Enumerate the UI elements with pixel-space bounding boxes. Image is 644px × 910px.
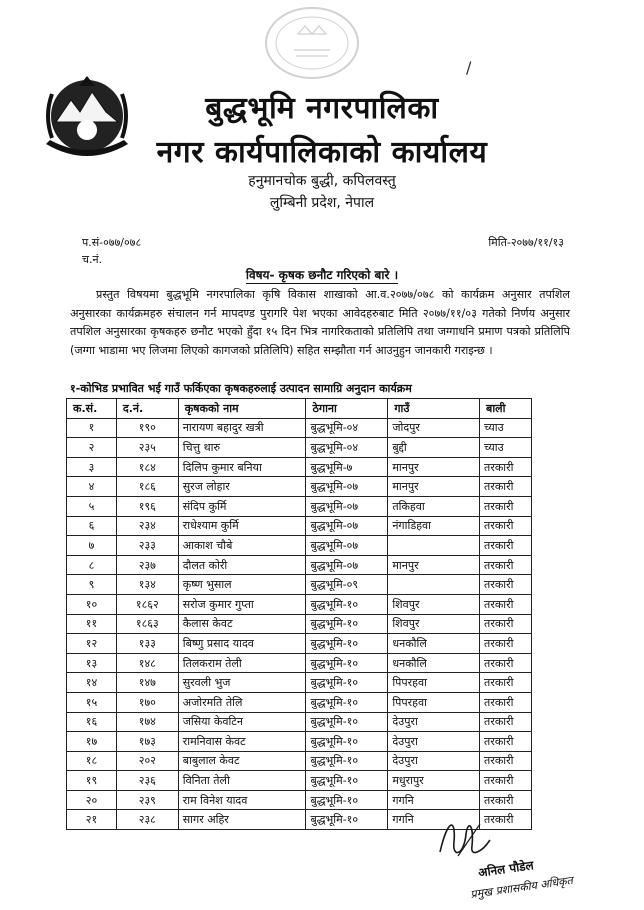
table-row (67, 457, 532, 477)
table-row (67, 477, 532, 497)
cell-address: बुद्धभूमि-१० (306, 692, 388, 712)
cell-reg-no: १४७ (116, 673, 178, 693)
table-row (67, 594, 532, 614)
cell-reg-no: २३५ (116, 438, 178, 458)
cell-sn: १३ (67, 653, 117, 673)
cell-crop: तरकारी (480, 771, 532, 791)
cell-sn: २ (67, 438, 117, 458)
cell-village: धनकौलि (388, 634, 480, 654)
cell-crop: तरकारी (480, 810, 532, 830)
cell-village (388, 536, 480, 556)
body-line: प्रस्तुत विषयमा बुद्धभूमि नगरपालिका कृषि विकास शाखाको आ.व.२०७७/०७८ को कार्यक्रम (96, 288, 495, 301)
cell-reg-no: १८६२ (116, 594, 178, 614)
table-row (67, 653, 532, 673)
cell-farmer-name: संदिप कुर्मि (178, 496, 306, 516)
farmer-table (66, 398, 532, 830)
cell-farmer-name: अजोरमति तेलि (178, 692, 306, 712)
address-line-1: हनुमानचोक बुद्धी, कपिलवस्तु (248, 173, 396, 189)
cell-farmer-name: तिलकराम तेली (178, 653, 306, 673)
cell-address: बुद्धभूमि-७ (306, 457, 388, 477)
header-address: ठेगाना (306, 399, 388, 419)
cell-sn: ३ (67, 457, 117, 477)
header-crop: बाली (480, 399, 532, 419)
cell-village: मानपुर (388, 555, 480, 575)
cell-village: गगनि (388, 810, 480, 830)
cell-farmer-name: चित्तु थारु (178, 438, 306, 458)
table-row (67, 516, 532, 536)
cell-address: बुद्धभूमि-१० (306, 634, 388, 654)
table-row (67, 496, 532, 516)
cell-reg-no: २३९ (116, 790, 178, 810)
signatory-name: अनिल पौडेल (477, 858, 535, 880)
cell-address: बुद्धभूमि-०४ (306, 418, 388, 438)
letter-date: मिति-२०७७/११/१३ (488, 236, 564, 249)
cell-crop: तरकारी (480, 712, 532, 732)
cell-farmer-name: राम विनेश यादव (178, 790, 306, 810)
cell-address: बुद्धभूमि-१० (306, 810, 388, 830)
cell-reg-no: २३३ (116, 536, 178, 556)
cell-village: शिवपुर (388, 594, 480, 614)
cell-crop: तरकारी (480, 477, 532, 497)
cell-farmer-name: बिष्णु प्रसाद यादव (178, 634, 306, 654)
header-farmer-name: कृषकको नाम (178, 399, 306, 419)
cell-sn: १४ (67, 673, 117, 693)
cell-farmer-name: नारायण बहादुर खत्री (178, 418, 306, 438)
office-stamp (262, 4, 362, 82)
cell-farmer-name: आकाश चौबे (178, 536, 306, 556)
cell-farmer-name: सागर अहिर (178, 810, 306, 830)
cell-village: देउपुरा (388, 751, 480, 771)
municipality-name: बुद्धभूमि नगरपालिका (205, 91, 439, 126)
cell-reg-no: १३४ (116, 575, 178, 595)
cell-sn: १९ (67, 771, 117, 791)
cell-sn: ११ (67, 614, 117, 634)
cell-farmer-name: दौलत कोरी (178, 555, 306, 575)
cell-village: जोदपुर (388, 418, 480, 438)
letter-body (70, 286, 570, 360)
cell-sn: २१ (67, 810, 117, 830)
cell-reg-no: १९० (116, 418, 178, 438)
cell-sn: १२ (67, 634, 117, 654)
cell-farmer-name: दिलिप कुमार बनिया (178, 457, 306, 477)
table-row (67, 712, 532, 732)
cell-sn: १८ (67, 751, 117, 771)
cell-crop: तरकारी (480, 673, 532, 693)
cell-address: बुद्धभूमि-०७ (306, 516, 388, 536)
signatory-title: प्रमुख प्रशासकीय अधिकृत (469, 873, 574, 902)
cell-reg-no: २३४ (116, 516, 178, 536)
table-row (67, 771, 532, 791)
cell-village: तकिहवा (388, 496, 480, 516)
cell-crop: तरकारी (480, 653, 532, 673)
cell-address: बुद्धभूमि-१० (306, 594, 388, 614)
table-row (67, 732, 532, 752)
table-row (67, 673, 532, 693)
cell-sn: ९ (67, 575, 117, 595)
cell-address: बुद्धभूमि-०९ (306, 575, 388, 595)
cell-sn: १५ (67, 692, 117, 712)
cell-reg-no: २३७ (116, 555, 178, 575)
cell-sn: ७ (67, 536, 117, 556)
cell-reg-no: १३३ (116, 634, 178, 654)
cell-farmer-name: बाबुलाल केवट (178, 751, 306, 771)
cell-crop: तरकारी (480, 457, 532, 477)
body-line: प्रतिलिपि) सहित सम्झौता गर्न आउनुहुन जानकारी गराइन्छ । (253, 343, 493, 357)
cell-farmer-name: सरोज कुमार गुप्ता (178, 594, 306, 614)
cell-reg-no: २०२ (116, 751, 178, 771)
cell-reg-no: १८६ (116, 477, 178, 497)
cell-sn: ८ (67, 555, 117, 575)
table-row (67, 614, 532, 634)
cell-village (388, 575, 480, 595)
cell-reg-no: १९६ (116, 496, 178, 516)
body-line: २०७७/११/०३ गतेको निर्णय अनुसार तपशिल अनुसारका कृषकहरु छनौट भएको हुँदा १५ दिन भित्र (70, 306, 571, 339)
cell-farmer-name: जसिया केवटिन (178, 712, 306, 732)
cell-address: बुद्धभूमि-०७ (306, 496, 388, 516)
cell-sn: ४ (67, 477, 117, 497)
cell-reg-no: १७३ (116, 732, 178, 752)
letter-subject (0, 266, 644, 283)
cell-crop: तरकारी (480, 496, 532, 516)
cell-farmer-name: कैलास केवट (178, 614, 306, 634)
cell-crop: तरकारी (480, 732, 532, 752)
cell-farmer-name: राधेश्याम कुर्मि (178, 516, 306, 536)
table-row (67, 536, 532, 556)
cell-reg-no: १८६३ (116, 614, 178, 634)
cell-farmer-name: रामनिवास केवट (178, 732, 306, 752)
cell-reg-no: १८४ (116, 457, 178, 477)
cell-crop: तरकारी (480, 692, 532, 712)
table-row (67, 692, 532, 712)
cell-crop: तरकारी (480, 790, 532, 810)
cell-village: मानपुर (388, 477, 480, 497)
handwritten-mark: / (466, 58, 472, 77)
cell-crop: च्याउ (480, 438, 532, 458)
header-village: गाउँ (388, 399, 480, 419)
cell-crop: तरकारी (480, 751, 532, 771)
cell-village: पिपरहवा (388, 692, 480, 712)
body-line: नागरिकताको प्रतिलिपि तथा जग्गाधनि प्रमाण पत्रको प्रतिलिपि (जग्गा भाडामा भए लिजमा लिएको कागजको (70, 325, 571, 357)
cell-village: नंगाडिहवा (388, 516, 480, 536)
signature-image (430, 812, 500, 862)
table-row (67, 438, 532, 458)
table-row (67, 751, 532, 771)
cell-farmer-name: सुरवली भुज (178, 673, 306, 693)
header-sn: क.सं. (67, 399, 117, 419)
cell-sn: १ (67, 418, 117, 438)
cell-crop: तरकारी (480, 614, 532, 634)
cell-address: बुद्धभूमि-०७ (306, 536, 388, 556)
table-row (67, 790, 532, 810)
table-body (67, 418, 532, 829)
table-header-row (67, 399, 532, 419)
table-row (67, 418, 532, 438)
cell-village: शिवपुर (388, 614, 480, 634)
table-row (67, 555, 532, 575)
cell-village: मधुरापुर (388, 771, 480, 791)
reference-number: प.सं-०७७/०७८ (82, 236, 142, 249)
header-reg-no: द.नं. (116, 399, 178, 419)
cell-village: देउपुरा (388, 712, 480, 732)
cell-sn: १७ (67, 732, 117, 752)
cell-crop: तरकारी (480, 536, 532, 556)
cell-sn: १० (67, 594, 117, 614)
cell-village: देउपुरा (388, 732, 480, 752)
cell-reg-no: २३६ (116, 771, 178, 791)
cell-sn: ६ (67, 516, 117, 536)
cell-sn: १६ (67, 712, 117, 732)
cell-crop: च्याउ (480, 418, 532, 438)
address-line-2: लुम्बिनी प्रदेश, नेपाल (269, 195, 375, 211)
cell-farmer-name: कृष्ण भुसाल (178, 575, 306, 595)
cell-address: बुद्धभूमि-१० (306, 614, 388, 634)
cell-village: पिपरहवा (388, 673, 480, 693)
table-row (67, 575, 532, 595)
cell-address: बुद्धभूमि-१० (306, 673, 388, 693)
dispatch-number: च.नं. (82, 253, 103, 266)
cell-crop: तरकारी (480, 516, 532, 536)
cell-farmer-name: सुरज लोहार (178, 477, 306, 497)
cell-address: बुद्धभूमि-१० (306, 751, 388, 771)
cell-address: बुद्धभूमि-१० (306, 771, 388, 791)
table-row (67, 634, 532, 654)
cell-farmer-name: विनिता तेली (178, 771, 306, 791)
cell-address: बुद्धभूमि-०७ (306, 477, 388, 497)
cell-address: बुद्धभूमि-१० (306, 653, 388, 673)
cell-crop: तरकारी (480, 575, 532, 595)
cell-address: बुद्धभूमि-१० (306, 732, 388, 752)
cell-village: मानपुर (388, 457, 480, 477)
cell-reg-no: १४८ (116, 653, 178, 673)
body-line: अनुसार तपशिल अनुसारका कार्यक्रमहरु संचालन गर्न मापदण्ड पुरागरि पेश भएका आवेदहरुबाट मिति (70, 288, 571, 320)
cell-crop: तरकारी (480, 594, 532, 614)
cell-address: बुद्धभूमि-१० (306, 712, 388, 732)
cell-village: गगनि (388, 790, 480, 810)
cell-sn: ५ (67, 496, 117, 516)
cell-village: बुद्दी (388, 438, 480, 458)
cell-crop: तरकारी (480, 555, 532, 575)
cell-address: बुद्धभूमि-१० (306, 790, 388, 810)
cell-reg-no: १७० (116, 692, 178, 712)
cell-village: धनकौलि (388, 653, 480, 673)
subject-text: विषय- कृषक छनौट गरिएको बारे । (245, 268, 399, 282)
cell-reg-no: २३८ (116, 810, 178, 830)
cell-address: बुद्धभूमि-०७ (306, 555, 388, 575)
table-title: १-कोभिड प्रभावित भई गाउँ फर्किएका कृषकहरुलाई उत्पादन सामाग्रि अनुदान कार्यक्रम (70, 382, 412, 395)
cell-crop: तरकारी (480, 634, 532, 654)
cell-address: बुद्धभूमि-०४ (306, 438, 388, 458)
cell-sn: २० (67, 790, 117, 810)
office-name: नगर कार्यपालिकाको कार्यालय (156, 135, 488, 170)
cell-reg-no: १७४ (116, 712, 178, 732)
